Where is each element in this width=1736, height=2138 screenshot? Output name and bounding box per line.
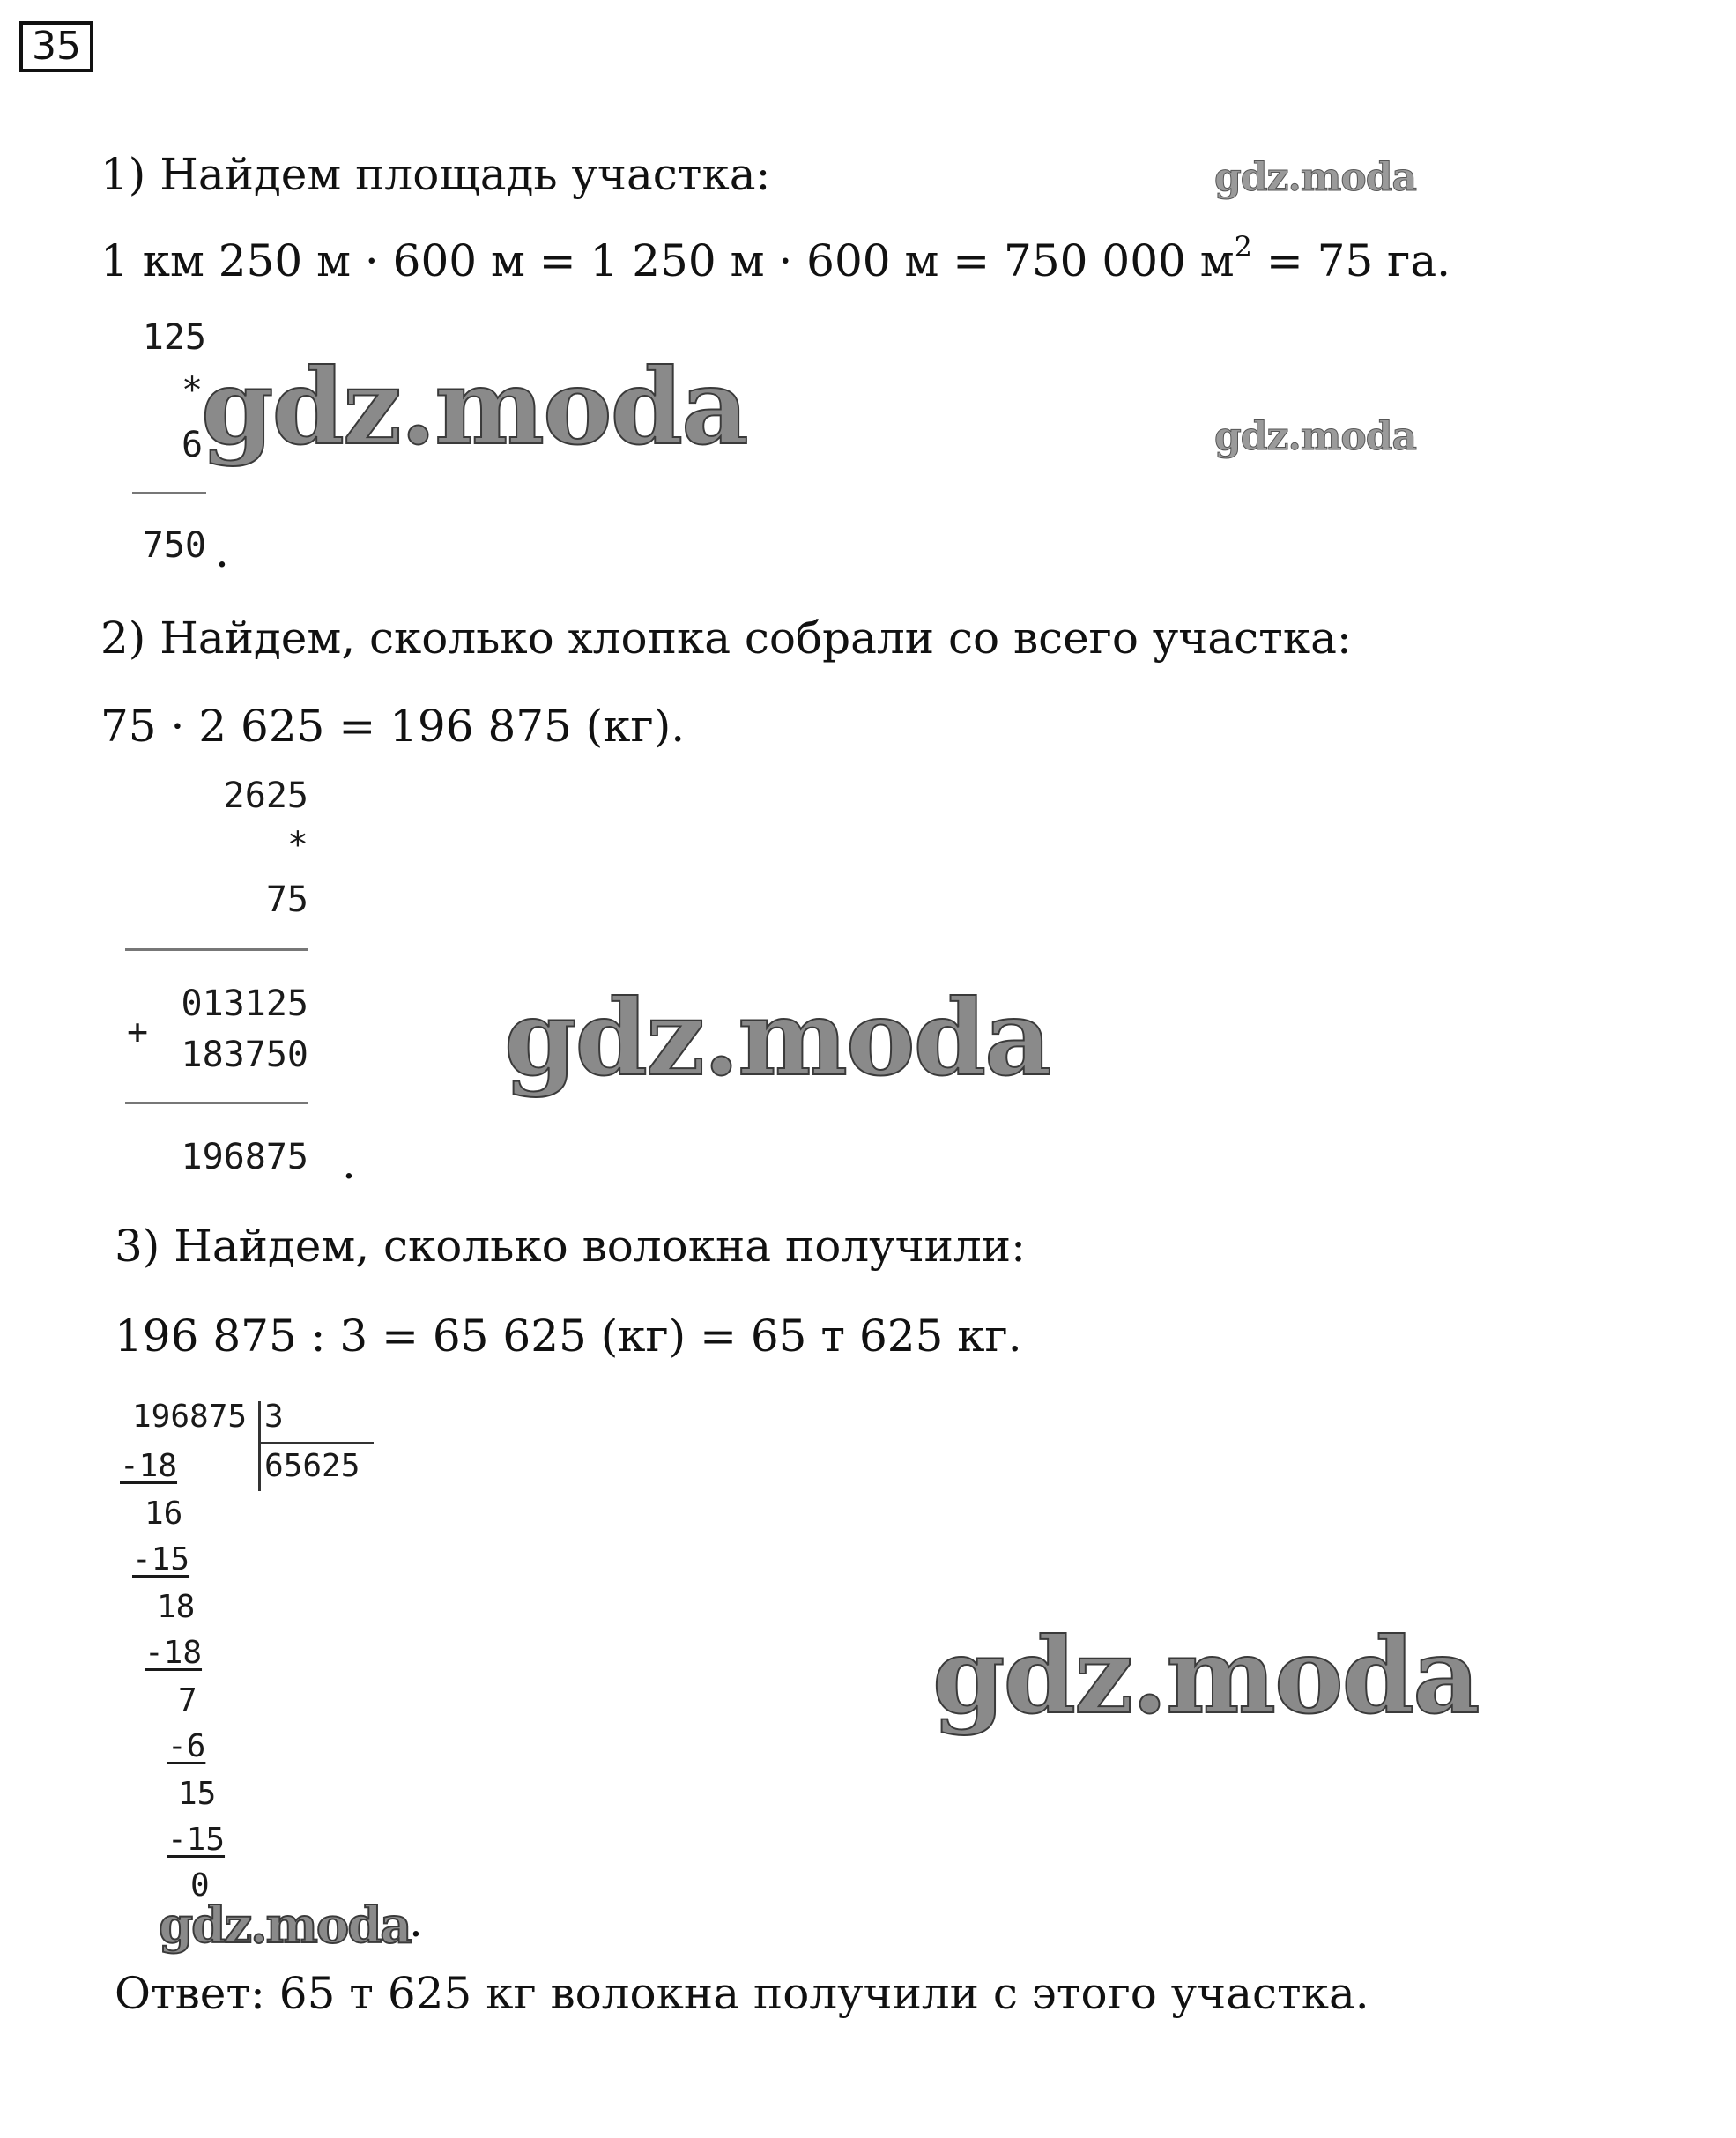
step1-equation-main: 1 км 250 м · 600 м = 1 250 м · 600 м = 750 000 м [100, 235, 1235, 286]
calc1-top: 125 [142, 317, 206, 358]
calc2-partial-1: 013125 [181, 984, 308, 1024]
watermark: gdz.moda [932, 1615, 1479, 1737]
division-step: 7 [178, 1682, 197, 1719]
division-step: -15 [132, 1541, 190, 1578]
division-step: -18 [145, 1635, 203, 1671]
step2-equation: 75 · 2 625 = 196 875 (кг). [100, 701, 686, 752]
division-quotient-rule [259, 1442, 374, 1444]
calc1-bottom: 6 [182, 425, 204, 465]
division-divisor: 3 [264, 1399, 284, 1435]
problem-number: 35 [19, 21, 93, 72]
calc1-rule [132, 492, 206, 494]
calc2-operator: * [286, 825, 308, 865]
step1-equation-tail: = 75 га. [1251, 235, 1451, 286]
division-step: -15 [167, 1822, 226, 1858]
calc2-plus: + [127, 1012, 149, 1052]
division-step: -18 [120, 1448, 178, 1484]
calc1-result: 750 [142, 525, 206, 566]
division-dot: . [409, 1896, 423, 1947]
answer-text: Ответ: 65 т 625 кг волокна получили с этого участка. [115, 1968, 1369, 2019]
division-step: 18 [157, 1589, 196, 1625]
calc2-partial-2: 183750 [181, 1035, 308, 1075]
division-vertical-rule [258, 1401, 261, 1491]
calc2-dot: . [342, 1138, 356, 1189]
calc2-rule-1 [125, 948, 308, 951]
calc2-top: 2625 [223, 776, 308, 816]
division-step: 0 [190, 1867, 210, 1904]
division-dividend: 196875 [132, 1399, 248, 1435]
division-quotient: 65625 [264, 1448, 360, 1484]
step1-equation [100, 230, 1451, 287]
calc1-dot: . [215, 526, 229, 577]
calc2-rule-2 [125, 1102, 308, 1104]
watermark: gdz.moda [201, 345, 747, 468]
calc2-bottom: 75 [265, 880, 308, 920]
division-step: 16 [145, 1496, 183, 1532]
step2-heading: 2) Найдем, сколько хлопка собрали со всего участка: [100, 612, 1352, 664]
watermark: gdz.moda [159, 1897, 411, 1955]
division-step: -6 [167, 1728, 206, 1764]
calc1-operator: * [182, 370, 204, 411]
watermark: gdz.moda [1214, 155, 1417, 200]
step1-heading: 1) Найдем площадь участка: [100, 149, 771, 200]
step3-heading: 3) Найдем, сколько волокна получили: [115, 1221, 1026, 1272]
step1-equation-exponent: 2 [1234, 230, 1252, 264]
watermark: gdz.moda [504, 976, 1050, 1099]
step3-equation: 196 875 : 3 = 65 625 (кг) = 65 т 625 кг. [115, 1310, 1022, 1362]
watermark: gdz.moda [1214, 414, 1417, 459]
calc2-result: 196875 [181, 1137, 308, 1177]
division-step: 15 [178, 1776, 217, 1812]
